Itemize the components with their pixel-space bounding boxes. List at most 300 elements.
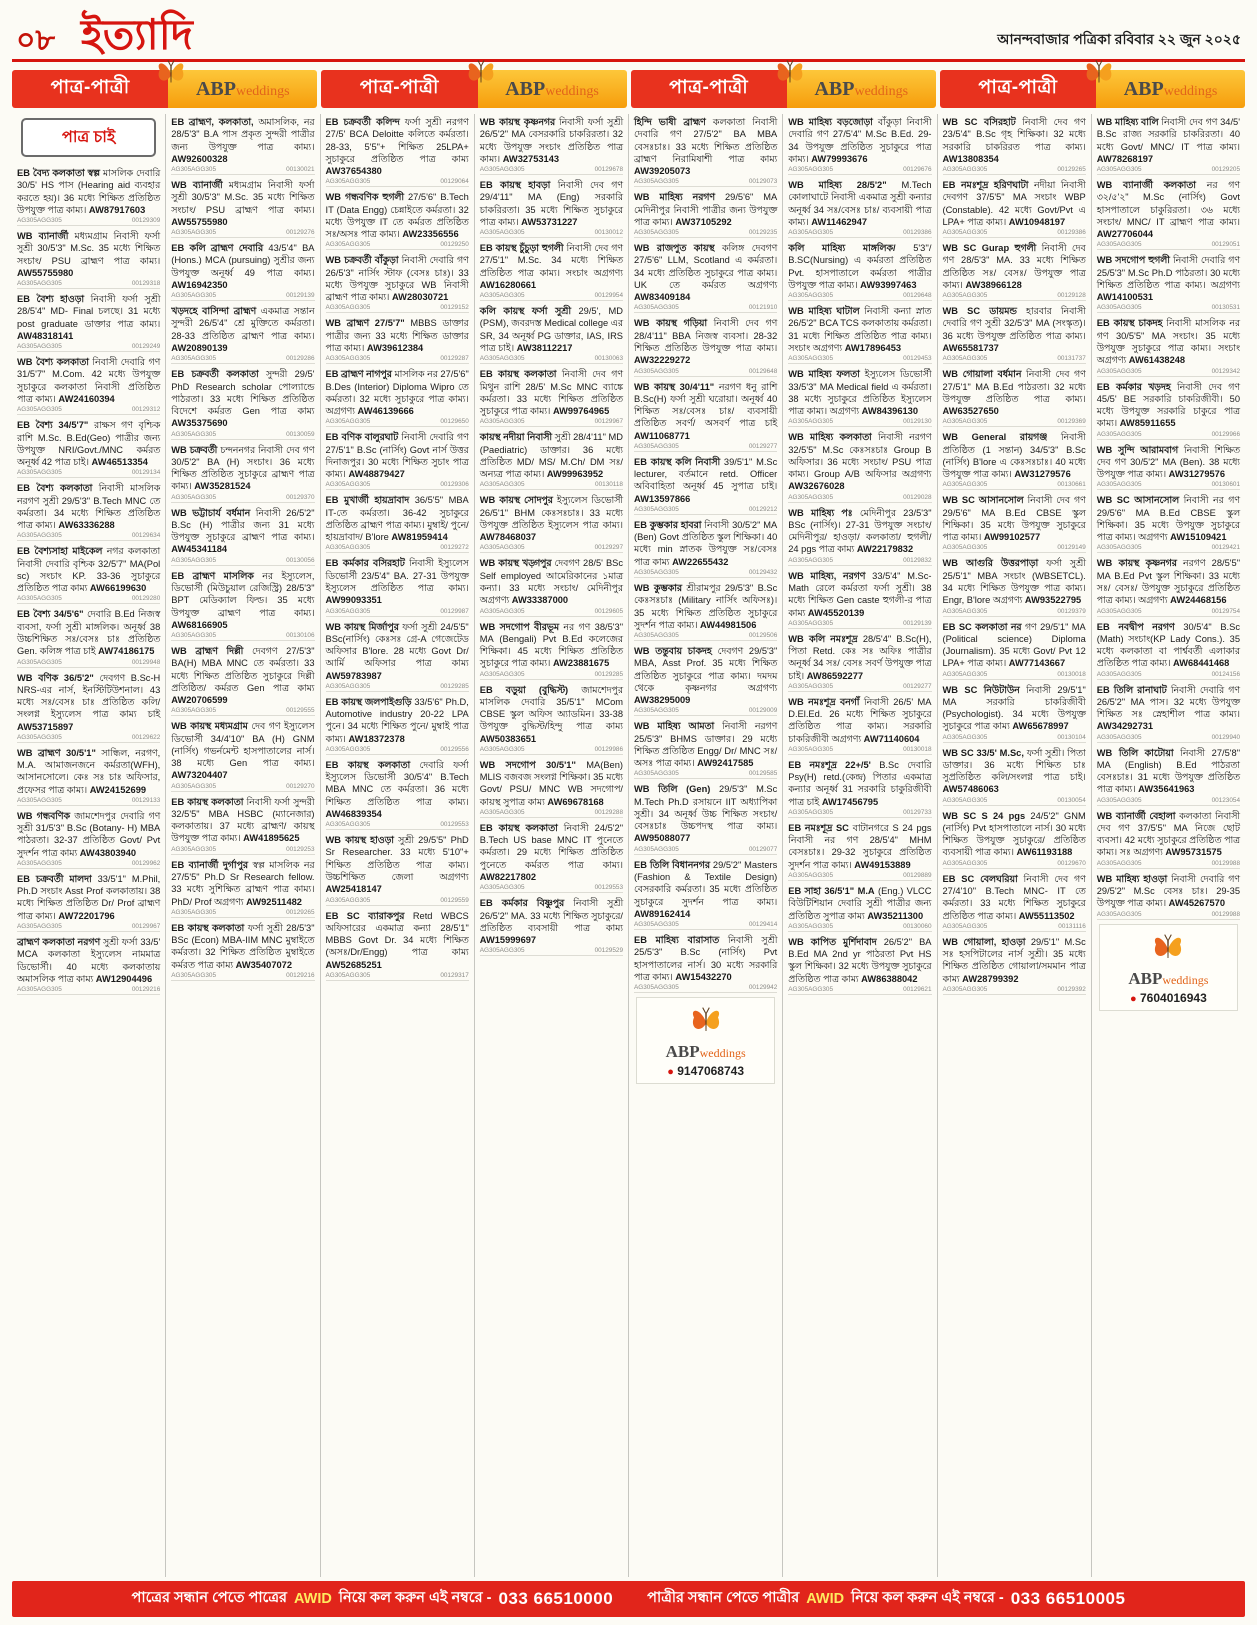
ad-reg-number: 00129277 [903,682,932,690]
ad-reg-number: 00129889 [903,872,932,880]
ad-reg-code: AG305AGG305 [634,984,679,992]
ad-body: সুশ্রী 29/5'5" PhD Sr Researcher. 33 মধ্যে 5'10"+ শিক্ষিত প্রতিষ্ঠিত পাত্র কাম্য। উচ্চশিক্ষিত জেলা অগ্রগণ্য [325,835,469,883]
ad-reg-number: 00130531 [1211,304,1240,312]
ad-heading: WB SC বসিরহাট [942,117,1016,127]
ad-body: 29/5'2" Masters (Fashion & Textile Design) বেসরকারি কর্মরতা। 35 মধ্যে প্রতিষ্ঠিত সুচাকুরে সুদর্শন পাত্র কাম্য। [634,859,778,907]
ad-registration-codes [1097,608,1240,617]
ad-registration-codes [326,972,469,981]
ad-heading: WB SC S 24 pgs [942,810,1026,821]
ad-awid: AW35281524 [194,481,251,492]
ad-reg-number: 00129987 [440,607,469,615]
ad-awid: AW99963952 [546,469,604,480]
ad-reg-number: 00129028 [903,493,932,501]
classified-ad [326,910,469,971]
ad-heading: WB গোয়ালা বর্ধমান [942,369,1022,380]
ad-registration-codes [171,494,314,503]
ad-body: কলকাতা নিবাসী দেব গণ 37/5'5" MA নিজে ছোট ব্যবসা। 42 মধ্যে সুচাকুরে প্রতিষ্ঠিত পাত্র কাম্য। সঃ অগ্রগণ্য [1096,810,1240,858]
classified-ad [326,494,469,543]
groom-search-contact [132,1587,614,1611]
ad-reg-number: 00129309 [131,217,161,225]
ad-reg-number: 00129370 [286,493,315,501]
ad-reg-code: AG305AGG305 [171,166,217,174]
ad-reg-number: 00130059 [286,430,315,438]
ad-column-1 [12,114,166,1577]
ad-body: সুশ্রী 28/4'11" MD (Paediatric) ডাক্তার। 36 মধ্যে প্রতিষ্ঠিত MD/ MS/ M.Ch/ DM সঃ/ অন্যত্র পাত্র কাম্য। [479,432,623,480]
ad-heading: WB সদগোপ বীরভূম [479,621,559,632]
ad-heading: WB কায়স্থ মির্জাপুর [325,621,399,632]
ad-reg-code: AG305AGG305 [325,355,371,363]
ad-heading: WB আগুরি উত্তরপাড়া [942,558,1039,569]
ad-body: নিবাসী কন্যা স্নাত 26/5'2" BCA TCS কলকাতায় কর্মরতা। 31 মধ্যে শিক্ষিত প্রতিষ্ঠিত পাত্র কাম্য। সংচাং অগ্রগণ্য [788,306,932,353]
ad-body: নিবাসী দেবারি গণ 29/5'2" M.Sc বেসঃ চাঃ। 29-35 উপযুক্ত পাত্র কাম্য। [1096,873,1240,909]
ad-reg-code: AG305AGG305 [942,166,988,174]
ad-reg-number: 00130018 [903,745,932,753]
patra-patri-banner: পাত্র-পাত্রী [12,70,168,108]
ad-reg-number: 00129128 [1057,292,1086,300]
ad-body: MBBS ডাক্তার পাত্রীর জন্য 33 মধ্যে শিক্ষিত ডাক্তার পাত্র কাম্য। [325,318,469,353]
ad-reg-code: AG305AGG305 [479,670,525,678]
classified-ad [634,242,777,303]
ad-reg-code: AG305AGG305 [325,304,371,312]
ad-heading: WB কাপিত মুর্শিদাবাদ [788,936,877,947]
ad-reg-number: 00129678 [594,166,623,174]
ad-body: 27/5'6" B.Tech IT (Data Engg) চেন্নাইতে কর্মরতা। 32 মধ্যে উপযুক্ত IT তে কর্মরত প্রতিষ্ঠিত সঃ/অসঃ পাত্র কাম্য। [325,192,469,240]
brand-band-pair [12,70,317,108]
ad-registration-codes [171,557,314,566]
abp-weddings-banner [478,70,627,108]
ad-registration-codes [326,683,469,692]
ad-body: নিবাসী দেব গণ 27/4'10" B.Tech MNC- IT তে কর্মরতা। 33 মধ্যে শিক্ষিত সুচাকুরে প্রতিষ্ঠিত পাত্র কাম্য। [942,873,1086,921]
ad-reg-number: 00129130 [903,418,932,426]
ad-reg-number: 00129621 [903,985,932,993]
ad-reg-number: 00129265 [1057,166,1086,174]
ad-heading: WB মাহিষ্য, নরগণ [788,570,866,581]
ad-body: রাক্ষস গণ বৃশ্চিক রাশি M.Sc. B.Ed(Geo) পাত্রীর জন্য উপযুক্ত NRI/Govt./MNC কর্মরত অনূর্ধ্ব 42 পাত্র চাই। [17,420,161,468]
classified-ad [1097,254,1240,303]
ad-registration-codes [1097,304,1240,313]
ad-heading: EB কায়স্থ কলকাতা [171,922,245,933]
ad-body: MA(Ben) MLIS বজবজ সংলগ্ন শিক্ষিকা। 35 মধ্যে Govt/ PSU/ MNC WB সদগোপ/কায়স্থ সুপাত্র কাম্য [479,759,623,807]
ad-registration-codes [788,494,931,503]
ad-reg-code: AG305AGG305 [634,367,679,375]
ad-reg-number: 00130018 [1057,670,1086,678]
ad-reg-code: AG305AGG305 [171,845,217,853]
ad-reg-number: 00129386 [1057,229,1086,237]
ad-body: সুশ্রী ফর্সা 33/5' MCA কলকাতা ইস্যুলেস নামমাত্র ডিভোর্সী। 40 মধ্যে কলকাতায় অমাসলিক পাত্র কাম্য [17,937,161,984]
ad-reg-code: AG305AGG305 [171,908,217,916]
ad-body: নিবাসী দেব গণ 27/5'1" M.Sc. 34 মধ্যে শিক্ষিত প্রতিষ্ঠিত পাত্র কাম্য। সংচাং অগ্রগণ্য [479,243,623,278]
ad-heading: WB ব্যানার্জী [17,231,69,242]
ad-body: নিবাসী দেব গণ 29/5'6" MA B.Ed CBSE স্কুল শিক্ষিকা। 35 মধ্যে উপযুক্ত সুচাকুরে পাত্র কাম্য। [942,495,1086,543]
ad-reg-code: AG305AGG305 [634,178,679,186]
ad-reg-number: 00129280 [131,595,161,603]
ad-heading: EB বড়ুয়া (বুদ্ধিস্ট) [479,684,569,695]
ad-reg-code: AG305AGG305 [942,481,988,489]
ad-body: 30/5'4" B.Sc (Math) সংচাং(KP Lady Cons.). 35 মধ্যে কলকাতা বা পার্শ্ববর্তী এলাকার প্রতিষ্ঠিত পাত্র কাম্য। [1096,621,1240,669]
ad-registration-codes [17,923,160,932]
classified-ad [171,116,314,165]
ad-reg-number: 00130118 [595,481,623,489]
ad-reg-number: 00129133 [131,796,161,804]
ad-body: 29/5'6" MA মেদিনীপুর নিবাসী পাত্রীর জন্য উপযুক্ত পাত্র কাম্য। [634,192,778,227]
ad-reg-number: 00129317 [440,971,469,979]
ad-heading: EB SC কলকাতা নর [942,621,1022,632]
ad-body: নর গণ 38/5'3" MA (Bengali) Pvt B.Ed কলেজের শিক্ষিকা। 45 মধ্যে শিক্ষিত প্রতিষ্ঠিত সুচাকুরে পাত্র কাম্য। [479,621,623,669]
ad-awid: AW92600328 [171,153,228,164]
ad-registration-codes [171,229,314,238]
ad-awid: AW23881675 [552,658,610,669]
ad-reg-number: 00129318 [131,280,161,288]
classified-ad [17,419,160,468]
classified-ad [788,305,931,354]
ad-body: ফর্সা সুশ্রী 25/5'1" MBA সংচাং (WBSETCL). 34 মধ্যে শিক্ষিত উপযুক্ত পাত্র কাম্য। Engr, B'lore অগ্রগণ্য [942,558,1086,606]
ad-body: জামশেদপুর মাসলিক দেবারি 35/5'1" MCom CBSE স্কুল অফিস অ্যাডমিন। 33-38 উপযুক্ত বুদ্ধিস্ট/হিন্দু পাত্র কাম্য [479,684,623,732]
ad-awid: AW31279576 [1014,469,1071,480]
ad-registration-codes [788,229,931,238]
ad-registration-codes [1097,911,1240,920]
ad-body: নরগণ 28/5'5" MA B.Ed Pvt স্কুল শিক্ষিকা। 33 মধ্যে সঃ/ বেসঃ/ উপযুক্ত সুচাকুরে প্রতিষ্ঠিত পাত্র কাম্য। অগ্রগণ্য [1096,558,1240,606]
ad-awid: AW12904496 [95,973,153,984]
ad-awid: AW17456795 [821,796,879,807]
ad-reg-code: AG305AGG305 [634,229,679,237]
ad-heading: EB ব্রাহ্মণ, কলকাতা, [171,117,254,127]
ad-body: জামশেদপুর দেবারি গণ সুশ্রী 31/5'3" B.Sc (Botany- H) MBA পাঠরতা। 32-37 প্রতিষ্ঠিত Govt/ Pvt সুদর্শন পাত্র কাম্য [17,810,161,858]
abp-weddings-logo-text: ABPweddings [1123,77,1218,100]
footer-text: নিয়ে কল করুন এই নম্বরে - [338,1590,492,1606]
classified-ad [17,672,160,733]
ad-registration-codes [171,846,314,855]
ad-reg-number: 00129832 [903,556,932,564]
ad-reg-code: AG305AGG305 [788,355,834,363]
classified-ad [171,179,314,228]
ad-registration-codes [634,569,777,578]
ad-awid: AW73204407 [171,770,228,781]
ad-body: 33/5'4" M.Sc-Math রেলে কর্মরতা ফর্সা সুশ্রী। 38 মধ্যে শিক্ষিত Gen caste হুগলী-র পাত্র কাম্য [788,570,932,618]
ad-body: শ্রীরামপুর 29/5'3" B.Sc কেঃসঃচাঃ (Military নার্সিং অফিসঃ)। 35 মধ্যে শিক্ষিত প্রতিষ্ঠিত সুচাকুরে সুদর্শন পাত্র কাম্য। [634,582,778,630]
ad-reg-code: AG305AGG305 [942,670,988,678]
classified-ad [943,242,1086,291]
abp-weddings-banner [168,70,317,108]
ad-reg-number: 00129553 [440,821,469,829]
ad-reg-number: 00129216 [131,986,161,994]
ad-reg-number: 00129272 [440,544,469,552]
ad-reg-number: 00129249 [131,343,161,351]
ad-heading: EB তিলি রানাঘাট [1096,684,1167,695]
classified-ad [788,570,931,619]
ad-registration-codes [943,166,1086,175]
ad-reg-code: AG305AGG305 [325,682,371,690]
ad-registration-codes [171,166,314,175]
ad-body: কলকাতা নিবাসী দেবারি গণ 27/5'2" BA MBA বেসঃচাঃ। 33 মধ্যে শিক্ষিত প্রতিষ্ঠিত ব্রাহ্মণ নিরামিষাশী পাত্র কাম্য [634,117,778,164]
classified-ad [171,570,314,631]
ad-reg-code: AG305AGG305 [325,896,371,904]
ad-body: নিবাসী 26/5'2" B.Sc (H) পাত্রীর জন্য 31 মধ্যে উপযুক্ত সুচাকুরে ব্রাহ্মণ পাত্র কাম্য। [171,507,315,543]
ad-heading: EB ব্রাহ্মণ মাসলিক [171,570,254,581]
ad-reg-code: AG305AGG305 [171,782,217,790]
classified-ad [634,934,777,983]
classified-ad [171,444,314,493]
ad-reg-number: 00129287 [440,355,469,363]
ad-registration-codes [17,986,160,995]
classified-ad [634,381,777,442]
ad-awid: AW63527650 [942,406,999,417]
classified-ad [788,368,931,417]
ad-reg-number: 00124156 [1211,670,1240,678]
ad-reg-number: 00129432 [748,568,778,576]
ad-reg-code: AG305AGG305 [325,178,371,186]
ad-reg-code: AG305AGG305 [942,355,988,363]
groom-wanted-heading: পাত্র চাই [21,118,156,157]
bride-search-phone: 033 66510005 [1010,1589,1126,1608]
classified-ad [634,191,777,228]
classified-ad [788,179,931,228]
ad-reg-number: 00129948 [131,658,161,666]
classified-ad [788,885,931,922]
ad-reg-number: 00129733 [903,808,932,816]
abp-weddings-banner [787,70,936,108]
ad-reg-number: 00129306 [440,481,469,489]
ad-awid: AW65678997 [1012,721,1069,732]
ad-reg-code: AG305AGG305 [788,808,834,816]
classified-ad [17,545,160,594]
ad-column-3 [321,114,475,1577]
ad-reg-code: AG305AGG305 [788,166,834,174]
ad-reg-code: AG305AGG305 [17,217,62,225]
ad-registration-codes [788,809,931,818]
brand-band-pair [940,70,1245,108]
ad-column-4 [475,114,629,1577]
ad-registration-codes [788,166,931,175]
ad-body: বাটানগরে S 24 pgs নিবাসী নর গণ 28/5'4" MHM বেসঃচাঃ। 29-32 সুচাকুরে প্রতিষ্ঠিত সুদর্শন পাত্র কাম্য। [788,822,932,870]
ad-reg-code: AG305AGG305 [171,971,217,979]
ad-heading: EB তিলি বিধাননগর [634,859,711,870]
ad-body: নিবাসী ফর্সা সুশ্রী 28/5'4" MD- Final চলছে। 31 মধ্যে post graduate ডাক্তার পাত্র কাম্য। [17,294,161,329]
ad-reg-code: AG305AGG305 [788,229,834,237]
butterfly-icon [464,54,498,94]
ad-reg-number: 00129277 [748,442,778,450]
ad-reg-number: 00129670 [1057,859,1086,867]
ad-reg-code: AG305AGG305 [634,505,679,513]
brand-band-pair [321,70,626,108]
ad-awid: AW48318141 [17,330,74,341]
ad-registration-codes [17,532,160,541]
ad-registration-codes [480,166,623,175]
ad-body: নিবাসী দেবারি গণ 25/5'3" M.Sc Ph.D পাঠরতা। 30 মধ্যে শিক্ষিত প্রতিষ্ঠিত পাত্র কাম্য। অগ্রগণ্য [1096,255,1240,290]
ad-awid: AW41895625 [243,833,300,844]
ad-body: দেব গণ ইস্যুলেস ডিভোর্সী 34/4'10" BA (H) GNM (নার্সিং) গভর্নমেন্ট হাসপাতালের নার্স। 38 মধ্যে Gen পাত্র কাম্য। [171,721,315,769]
ad-heading: WB বণিক 36/5'2" [17,672,94,683]
classified-ad [17,810,160,859]
ad-reg-code: AG305AGG305 [17,733,62,741]
footer-text: পাত্রীর সন্ধান পেতে পাত্রীর [647,1590,800,1606]
ad-heading: EB মাহিষ্য বারাসাত [634,935,720,946]
ad-heading: WB ব্রাহ্মণ 30/5'1" [17,747,96,758]
ad-heading: WB ব্যানার্জী [171,180,223,191]
classified-ad [326,557,469,606]
ad-reg-code: AG305AGG305 [1096,607,1142,615]
ad-reg-number: 00130021 [286,166,315,174]
classified-ad [171,645,314,706]
ad-awid: AW89162414 [634,908,691,919]
ad-heading: WB কায়স্থ কৃষ্ণনগর [479,117,556,127]
contact-phone-number: 7604016943 [1140,990,1207,1005]
ad-reg-number: 00129605 [594,607,623,615]
brand-band-pair [631,70,936,108]
ad-reg-number: 00129676 [903,166,932,174]
ad-heading: EB SC বেলঘরিয়া [942,873,1018,884]
ad-reg-code: AG305AGG305 [634,442,679,450]
abp-weddings-logo-text: ABPweddings [665,1042,746,1062]
ad-registration-codes [480,229,623,238]
ad-heading: হিন্দি ভাষী ব্রাহ্মণ [634,117,706,127]
ad-reg-code: AG305AGG305 [325,481,371,489]
ad-reg-code: AG305AGG305 [1096,544,1142,552]
ad-reg-code: AG305AGG305 [1096,367,1142,375]
ad-registration-codes [1097,481,1240,490]
ad-column-5 [629,114,783,1577]
ad-registration-codes [171,707,314,716]
ad-body: নর ইস্যুলেস, ডিভোর্সী (মিউচুয়াল রেজিস্ট্রি) 28/5'3" BPT মেডিক্যাল ফিল্ড। 35 মধ্যে উপযুক্ত ব্রাহ্মণ পাত্র কাম্য। [171,570,315,618]
ad-reg-number: 00129421 [1211,544,1240,552]
ad-registration-codes [17,217,160,226]
ad-reg-number: 00129312 [131,406,161,414]
ad-registration-codes [1097,241,1240,250]
ad-reg-number: 00129559 [440,896,469,904]
ad-reg-number: 00129754 [1211,607,1240,615]
ad-heading: EB কর্মকার খড়দহ [1096,381,1171,392]
ad-heading: WB ভট্টাচার্য বর্ধমান [171,507,251,518]
ad-registration-codes [1097,166,1240,175]
ad-reg-code: AG305AGG305 [1096,481,1142,489]
ad-awid: AW15999697 [479,935,537,946]
ad-heading: কায়স্থ নদীয়া নিবাসী [479,432,552,443]
ad-reg-number: 00129139 [903,619,932,627]
ad-heading: WB SC 33/5' M.Sc, [942,747,1024,758]
ad-heading: WB ব্রাহ্মণ দিল্লী [171,646,244,657]
ad-body: (Eng.) VLCC বিউটিশিয়ান দেবারি সুশ্রী পাত্রীর জন্য প্রতিষ্ঠিত সুপাত্র কাম্য [788,886,932,921]
ad-heading: EB ব্রাহ্মণ নাগপুর [325,369,392,380]
ad-heading: WB সদগোপ হুগলী [1096,255,1170,266]
ad-heading: EB কায়স্থ কলকাতা [325,759,411,770]
ad-heading: EB কায়স্থ কলকাতা [171,796,244,807]
ad-registration-codes [788,923,931,932]
ad-reg-code: AG305AGG305 [1096,304,1142,312]
ad-reg-code: AG305AGG305 [788,922,834,930]
classified-ad [788,936,931,985]
ad-reg-code: AG305AGG305 [1096,859,1142,867]
classified-ad [788,633,931,682]
classified-columns [12,114,1245,1577]
classified-ad [171,859,314,908]
ad-heading: WB ব্রাহ্মণ 27/5'7" [325,318,405,329]
classified-ad [1097,684,1240,733]
ad-heading: WB সদগোপ 30/5'1'' [479,759,576,770]
classified-ad [634,645,777,706]
ad-reg-number: 00129073 [748,178,778,186]
classified-ad [943,494,1086,543]
classified-ad [1097,179,1240,240]
ad-heading: EB বৈশ্য 34/5'7" [17,420,89,431]
ad-registration-codes [17,659,160,668]
ad-reg-number: 00131737 [1057,355,1086,363]
ad-body: দেবারি B.Ed নিজস্ব ব্যবসা, ফর্সা সুশ্রী মাঙ্গলিক। অনূর্ধ্ব 38 উচ্চশিক্ষিত সঃ/বেসঃ চাঃ প্রতিষ্ঠিত Gen. কলিঙ্গ পাত্র চাই [17,609,161,657]
ad-reg-number: 00130060 [903,922,932,930]
ad-body: 29/5'3" M.Sc M.Tech Ph.D রসায়নে IIT অধ্যাপিকা সুশ্রী। 34 অনূর্ধ্ব উচ্চ শিক্ষিত সংচাং/ বেসঃচাঃ উচ্চপদস্থ পাত্র কাম্য। [634,784,778,832]
ad-body: ফর্সা সুশ্রী। পিতা ডাক্তার। 36 মধ্যে শিক্ষিত চাঃ সুপ্রতিষ্ঠিত কলি/সংলগ্ন পাত্র চাই। [942,747,1086,783]
ad-reg-code: AG305AGG305 [1096,166,1142,174]
ad-reg-code: AG305AGG305 [788,418,834,426]
ad-registration-codes [480,947,623,956]
classified-ad [788,242,931,291]
ad-reg-code: AG305AGG305 [479,745,525,753]
ad-registration-codes [17,280,160,289]
ad-reg-number: 00129648 [903,292,932,300]
ad-registration-codes [326,544,469,553]
classified-ad [480,179,623,228]
ad-heading: WB মাহিষ্য 28/5'2" [788,180,887,191]
classified-ad [480,621,623,670]
classified-ad [480,242,623,291]
ad-awid: AW82217802 [479,872,537,883]
ad-reg-code: AG305AGG305 [1096,241,1142,249]
ad-awid: AW16942350 [171,279,228,290]
ad-registration-codes [17,860,160,869]
ad-registration-codes [634,229,777,238]
contact-phone-number: 9147068743 [677,1064,744,1079]
ad-reg-code: AG305AGG305 [479,607,525,615]
ad-awid: AW92417585 [697,758,754,769]
ad-heading: EB কায়স্থ কলি নিবাসী [634,456,721,467]
ad-awid: AW35407072 [235,959,292,970]
ad-heading: WB কায়স্থ খড়্গপুর [479,558,552,569]
classified-ad [480,897,623,946]
ad-reg-code: AG305AGG305 [634,845,679,853]
classified-ad [171,305,314,354]
ad-body: 26/5'2" BA B.Ed MA 2nd yr পাঠরতা Pvt HS স্কুল শিক্ষিকা। 32 মধ্যে উপযুক্ত সুচাকুরে প্রতিষ্ঠিত পাত্র কাম্য [788,936,932,984]
ad-body: ফর্সা সুশ্রী নরগণ 27/5' BCA Deloitte কলিতে কর্মরতা। 28-33, 5'5"+ শিক্ষিত 25LPA+ সুচাকুরে প্রতিষ্ঠিত পাত্র কাম্য [325,117,469,164]
classified-ad [480,116,623,165]
ad-awid: AW16280661 [479,279,537,290]
ad-body: অমাসলিক, নর 28/5'3" B.A পাস প্রকৃত সুন্দরী পাত্রীর জন্য উপযুক্ত পাত্র কাম্য। [171,117,315,152]
ad-registration-codes [326,821,469,830]
ad-reg-code: AG305AGG305 [17,532,62,540]
ad-registration-codes [17,469,160,478]
ad-body: সুন্দরী 29/5' PhD Research scholar পোল্যান্ডে পাঠরতা। 33 মধ্যে শিক্ষিত প্রতিষ্ঠিত বিদেশে কর্মরত Gen পাত্র কাম্য [171,369,315,417]
ad-reg-number: 00129139 [286,292,315,300]
classified-ad [171,507,314,556]
classified-ad [480,684,623,745]
classified-ad [943,684,1086,733]
ad-registration-codes [480,355,623,364]
ad-heading: কলি মাহিষ্য মাঙ্গলিক/ [788,243,896,254]
ad-heading: EB কায়স্থ কলকাতা [479,369,557,380]
ad-registration-codes [634,770,777,779]
ad-reg-number: 00129988 [1211,859,1240,867]
ad-body: গণ 29/5'1" MA (Political science) Diploma (Journalism). 35 মধ্যে Govt/ Pvt 12 LPA+ পাত্র কাম্য। [942,621,1086,669]
ad-reg-number: 00130054 [1057,796,1086,804]
abp-weddings-contact [1099,924,1238,1011]
ad-heading: EB কর্মকার বসিরহাট [325,558,405,569]
ad-registration-codes [943,292,1086,301]
classified-ad [480,822,623,883]
ad-body: নিবাসী দেব গণ 45/5' BE সরকারি চাকরিজীবী। 50 মধ্যে উপযুক্ত সরকারি চাকুরে পাত্র কাম্য। [1096,381,1240,429]
ad-registration-codes [326,418,469,427]
ad-reg-code: AG305AGG305 [479,166,525,174]
ad-awid: AW33387000 [511,595,569,606]
ad-reg-number: 00129205 [1211,166,1240,174]
ad-heading: WB তিলি (Gen) [634,784,711,795]
ad-awid: AW92511482 [246,896,302,907]
